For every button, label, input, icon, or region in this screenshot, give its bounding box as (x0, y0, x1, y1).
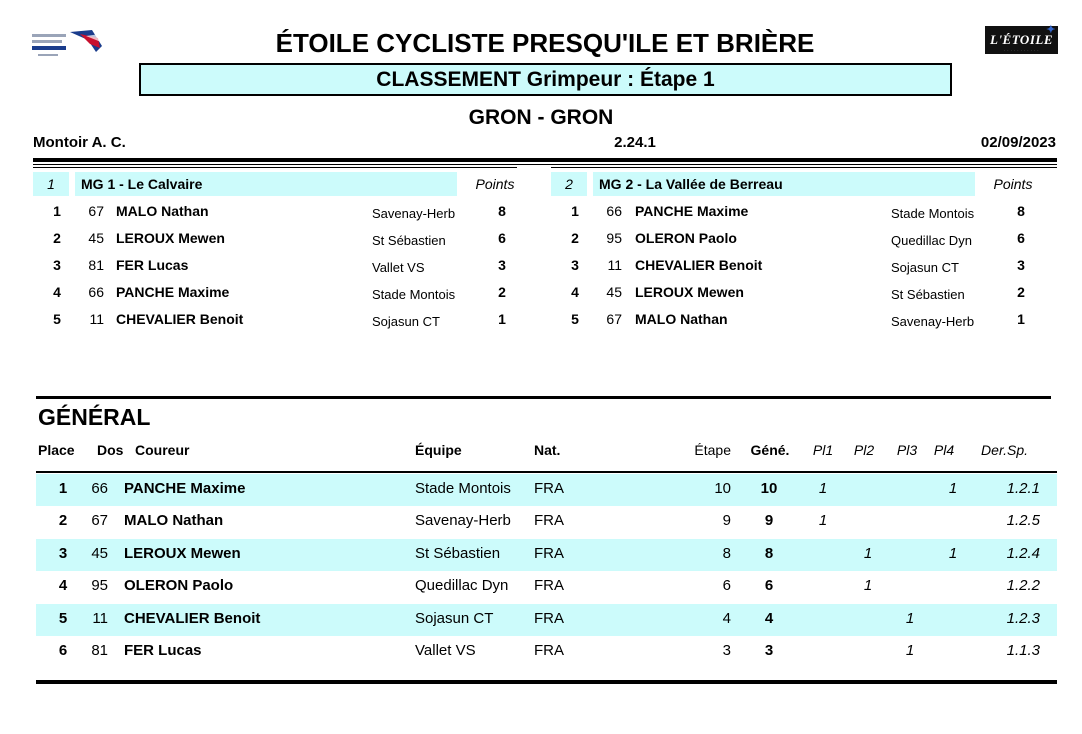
table-row (36, 474, 1057, 506)
cell-place: 5 (58, 609, 68, 627)
cell-pl3: 1 (905, 609, 915, 627)
cell-der: 1.2.4 (1006, 544, 1040, 562)
cell-pl3: 1 (905, 641, 915, 659)
sprint-dos: 11 (607, 257, 622, 273)
header-divider (33, 158, 1057, 162)
table-row (36, 604, 1057, 636)
sprint-place: 2 (53, 230, 61, 246)
sprint-row (551, 198, 1031, 225)
sprint-team: Vallet VS (372, 260, 425, 275)
sprint-points: 8 (1017, 203, 1025, 219)
cell-gene: 10 (760, 480, 778, 497)
classement-title: CLASSEMENT Grimpeur : Étape 1 (139, 63, 952, 96)
sprint-divider (33, 167, 517, 168)
general-table (36, 474, 1057, 668)
cell-team: Quedillac Dyn (415, 577, 509, 595)
cell-etape: 3 (722, 641, 731, 659)
sprint-row (33, 279, 513, 306)
col-nat: Nat. (534, 442, 561, 458)
etoile-logo-tagline: · · · · · · · · · · · (1003, 48, 1040, 53)
cell-nat: FRA (534, 609, 564, 627)
sprint-points: 6 (1017, 230, 1025, 246)
route-title: GRON - GRON (468, 106, 614, 129)
cell-nat: FRA (534, 577, 564, 595)
sprint-points: 2 (1017, 284, 1025, 300)
cell-dos: 66 (91, 480, 108, 497)
sprint-team: Stade Montois (891, 206, 975, 221)
general-header-divider (36, 471, 1057, 473)
sprint-dos: 95 (606, 230, 622, 246)
col-etape: Étape (694, 442, 731, 458)
cell-dos: 11 (92, 609, 108, 627)
sprint-dos: 45 (88, 230, 104, 246)
cell-rider: OLERON Paolo (124, 577, 234, 595)
sprint-points: 1 (498, 311, 506, 327)
cell-team: Savenay-Herb (415, 512, 511, 530)
header-divider-thin (33, 164, 1057, 165)
sprint-dos: 66 (606, 203, 622, 219)
sprint-points: 3 (1017, 257, 1025, 273)
cell-rider: LEROUX Mewen (124, 544, 241, 562)
col-der: Der.Sp. (981, 442, 1028, 458)
cell-etape: 4 (722, 609, 731, 627)
sprint-place: 2 (571, 230, 579, 246)
col-dos: Dos (97, 442, 124, 458)
sprint-rider: MALO Nathan (635, 311, 728, 327)
cell-place: 2 (58, 512, 68, 530)
sprint-rider: PANCHE Maxime (635, 203, 749, 219)
organizer-name: Montoir A. C. (33, 134, 126, 151)
col-pl3: Pl3 (896, 442, 918, 458)
cell-nat: FRA (534, 480, 564, 497)
sprint-points: 1 (1017, 311, 1025, 327)
cell-pl1: 1 (818, 480, 828, 497)
sprint-place: 1 (53, 203, 61, 219)
cell-etape: 6 (722, 577, 731, 595)
general-table-header (36, 442, 1057, 462)
organizer-logo (30, 26, 104, 60)
sprint-team: Savenay-Herb (372, 206, 456, 221)
general-title: GÉNÉRAL (38, 404, 151, 430)
col-pl4: Pl4 (933, 442, 955, 458)
sprint-dos: 67 (88, 203, 104, 219)
sprint-place: 5 (53, 311, 61, 327)
sprint-row (551, 279, 1031, 306)
sprint-rider: MALO Nathan (116, 203, 209, 219)
sprint-rider: CHEVALIER Benoit (116, 311, 244, 327)
sprint-team: Savenay-Herb (891, 314, 975, 329)
col-pl2: Pl2 (853, 442, 875, 458)
sprint-row (551, 225, 1031, 252)
mountain-sprint-2 (551, 172, 1031, 333)
mountain-sprint-header (33, 172, 513, 196)
sprint-dos: 67 (606, 311, 622, 327)
sprint-number: 2 (551, 172, 587, 196)
cell-place: 6 (58, 641, 68, 659)
etoile-logo-text: L'ÉTOILE (990, 32, 1053, 47)
cell-gene: 3 (764, 641, 774, 659)
sprint-dos: 66 (88, 284, 104, 300)
cell-gene: 8 (764, 544, 774, 562)
cell-team: Sojasun CT (415, 609, 494, 627)
cell-gene: 4 (764, 609, 774, 627)
sprint-name: MG 1 - Le Calvaire (75, 172, 457, 196)
cell-gene: 6 (764, 577, 774, 595)
cell-rider: MALO Nathan (124, 512, 224, 530)
points-header: Points (475, 176, 515, 192)
general-footer-divider (36, 680, 1057, 684)
cell-der: 1.1.3 (1006, 641, 1040, 659)
sprint-place: 4 (53, 284, 61, 300)
cell-der: 1.2.5 (1006, 512, 1040, 530)
cell-nat: FRA (534, 641, 564, 659)
sprint-row (33, 252, 513, 279)
cell-gene: 9 (764, 512, 774, 530)
col-team: Équipe (415, 442, 462, 458)
sprint-team: Quedillac Dyn (891, 233, 972, 248)
cell-place: 4 (58, 577, 68, 595)
col-place: Place (38, 442, 75, 458)
cell-team: St Sébastien (415, 544, 501, 562)
cell-der: 1.2.3 (1006, 609, 1040, 627)
col-gene: Géné. (750, 442, 790, 458)
sprint-place: 5 (571, 311, 579, 327)
cell-nat: FRA (534, 512, 564, 530)
sprint-rider: FER Lucas (116, 257, 189, 273)
points-header: Points (993, 176, 1033, 192)
sprint-number: 1 (33, 172, 69, 196)
sprint-team: Sojasun CT (891, 260, 959, 275)
cell-team: Vallet VS (415, 641, 476, 659)
cell-rider: CHEVALIER Benoit (124, 609, 261, 627)
cell-pl1: 1 (818, 512, 828, 530)
star-icon: ✦ (1046, 24, 1056, 36)
cell-etape: 8 (722, 544, 731, 562)
sprint-dos: 45 (606, 284, 622, 300)
sprint-rider: OLERON Paolo (635, 230, 737, 246)
cell-place: 3 (58, 544, 68, 562)
cell-place: 1 (58, 480, 68, 497)
race-date: 02/09/2023 (980, 134, 1056, 151)
cell-etape: 10 (714, 480, 731, 497)
sprint-rider: LEROUX Mewen (635, 284, 744, 300)
cell-dos: 81 (91, 641, 108, 659)
sprint-points: 2 (498, 284, 506, 300)
cell-rider: PANCHE Maxime (124, 480, 246, 497)
cell-der: 1.2.1 (1006, 480, 1040, 497)
sprint-dos: 11 (89, 311, 104, 327)
sprint-place: 3 (571, 257, 579, 273)
sprint-row (33, 198, 513, 225)
cell-rider: FER Lucas (124, 641, 202, 659)
mountain-sprint-1 (33, 172, 513, 333)
cell-etape: 9 (722, 512, 731, 530)
table-row (36, 506, 1057, 538)
sprint-divider (551, 167, 1057, 168)
cell-pl4: 1 (948, 480, 958, 497)
sprint-team: Stade Montois (372, 287, 456, 302)
sprint-row (33, 306, 513, 333)
cell-dos: 95 (91, 577, 108, 595)
col-pl1: Pl1 (812, 442, 834, 458)
sprint-place: 4 (571, 284, 579, 300)
cell-nat: FRA (534, 544, 564, 562)
sprint-rider: CHEVALIER Benoit (635, 257, 763, 273)
cell-team: Stade Montois (415, 480, 511, 497)
sprint-points: 3 (498, 257, 506, 273)
table-row (36, 539, 1057, 571)
sprint-place: 3 (53, 257, 61, 273)
sprint-rider: PANCHE Maxime (116, 284, 230, 300)
cell-dos: 45 (91, 544, 108, 562)
race-code: 2.24.1 (614, 134, 656, 151)
sprint-place: 1 (571, 203, 579, 219)
col-rider: Coureur (135, 442, 190, 458)
page-title: ÉTOILE CYCLISTE PRESQU'ILE ET BRIÈRE (275, 28, 815, 58)
mountain-sprint-header (551, 172, 1031, 196)
sprint-team: St Sébastien (891, 287, 965, 302)
sprint-row (33, 225, 513, 252)
etoile-logo (985, 26, 1058, 54)
sprint-row (551, 306, 1031, 333)
sprint-points: 8 (498, 203, 506, 219)
cell-pl2: 1 (863, 544, 873, 562)
cell-der: 1.2.2 (1006, 577, 1040, 595)
cell-dos: 67 (91, 512, 108, 530)
sprint-team: St Sébastien (372, 233, 446, 248)
sprint-row (551, 252, 1031, 279)
sprint-team: Sojasun CT (372, 314, 440, 329)
table-row (36, 636, 1057, 668)
sprint-rider: LEROUX Mewen (116, 230, 225, 246)
cell-pl4: 1 (948, 544, 958, 562)
table-row (36, 571, 1057, 603)
sprint-name: MG 2 - La Vallée de Berreau (593, 172, 975, 196)
general-divider (36, 396, 1051, 399)
sprint-dos: 81 (88, 257, 104, 273)
cell-pl2: 1 (863, 577, 873, 595)
sprint-points: 6 (498, 230, 506, 246)
